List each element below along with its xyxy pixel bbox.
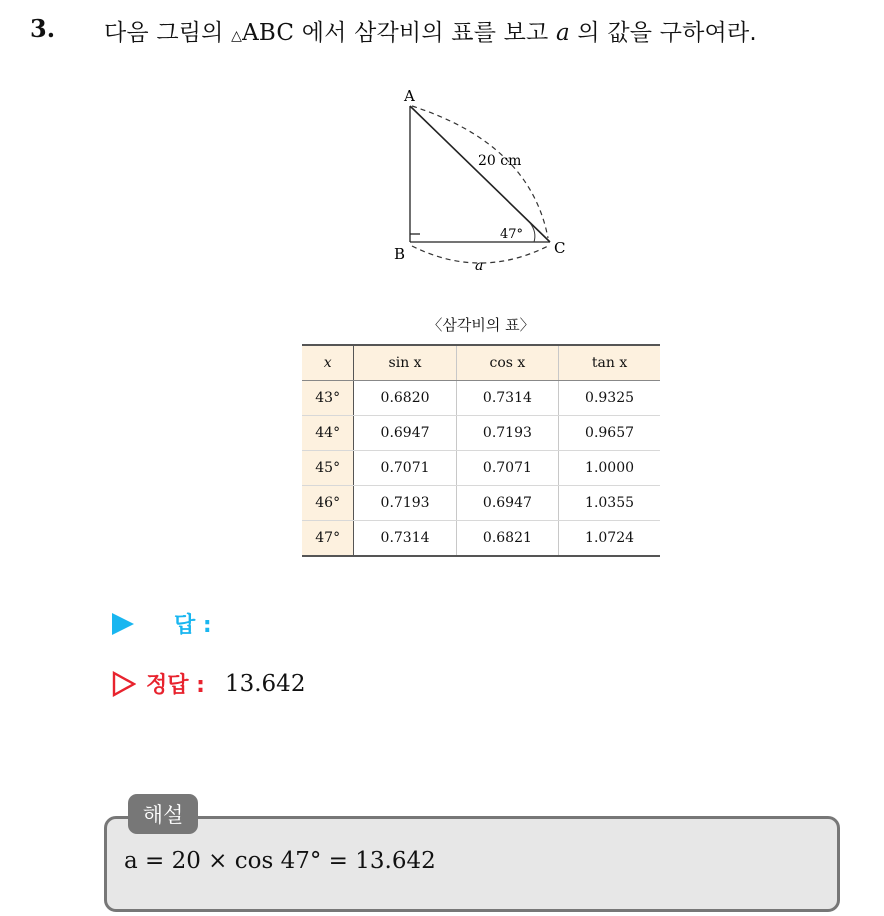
table-header-row	[302, 345, 660, 381]
vertex-c-label: C	[554, 239, 566, 257]
header-cos: cos x	[456, 345, 558, 381]
answer-row	[112, 608, 212, 639]
vertex-a-label: A	[404, 87, 415, 105]
angle-label: 47°	[500, 227, 524, 242]
side-ac	[410, 106, 550, 242]
sin-cell: 0.6820	[354, 381, 456, 416]
sin-cell: 0.7071	[354, 451, 456, 486]
cos-cell: 0.7193	[456, 416, 558, 451]
angle-cell: 46°	[302, 486, 354, 521]
angle-cell: 44°	[302, 416, 354, 451]
cos-cell: 0.6821	[456, 521, 558, 557]
header-tan: tan x	[559, 345, 660, 381]
hypotenuse-brace	[412, 106, 548, 238]
outline-arrow-icon	[112, 671, 136, 697]
table-caption: 〈삼각비의 표〉	[427, 316, 535, 334]
triangle-figure	[380, 84, 600, 274]
sin-cell: 0.7193	[354, 486, 456, 521]
question-text-middle: 에서 삼각비의 표를 보고	[294, 20, 556, 46]
angle-cell: 47°	[302, 521, 354, 557]
hypotenuse-label: 20 cm	[478, 153, 522, 169]
question-text-after: 의 값을 구하여라.	[569, 20, 757, 46]
explanation-formula: a = 20 × cos 47° = 13.642	[124, 848, 436, 874]
triangle-symbol: △	[231, 28, 243, 44]
correct-answer-label: 정답 :	[146, 673, 205, 698]
correct-answer-row	[112, 668, 305, 699]
tan-cell: 1.0000	[559, 451, 660, 486]
table-row	[302, 451, 660, 486]
table-row	[302, 521, 660, 557]
cos-cell: 0.7071	[456, 451, 558, 486]
play-arrow-icon	[112, 613, 134, 635]
tan-cell: 0.9325	[559, 381, 660, 416]
sin-cell: 0.7314	[354, 521, 456, 557]
table-row	[302, 381, 660, 416]
correct-answer-value: 13.642	[224, 670, 306, 697]
angle-cell: 43°	[302, 381, 354, 416]
answer-label: 답 :	[174, 613, 212, 638]
vertex-b-label: B	[394, 245, 406, 263]
tan-cell: 0.9657	[559, 416, 660, 451]
question-variable: a	[555, 20, 570, 46]
question-text-before: 다음 그림의	[104, 20, 232, 46]
header-x: x	[302, 345, 354, 381]
tan-cell: 1.0355	[559, 486, 660, 521]
cos-cell: 0.7314	[456, 381, 558, 416]
question-number: 3.	[30, 14, 56, 43]
tan-cell: 1.0724	[559, 521, 660, 557]
cos-cell: 0.6947	[456, 486, 558, 521]
header-sin: sin x	[354, 345, 456, 381]
explanation-tab: 해설	[128, 794, 198, 834]
table-row	[302, 416, 660, 451]
triangle-name: ABC	[242, 20, 295, 46]
trig-table	[302, 344, 660, 557]
table-row	[302, 486, 660, 521]
angle-cell: 45°	[302, 451, 354, 486]
sin-cell: 0.6947	[354, 416, 456, 451]
question-text	[104, 14, 757, 47]
base-label: a	[475, 258, 484, 274]
